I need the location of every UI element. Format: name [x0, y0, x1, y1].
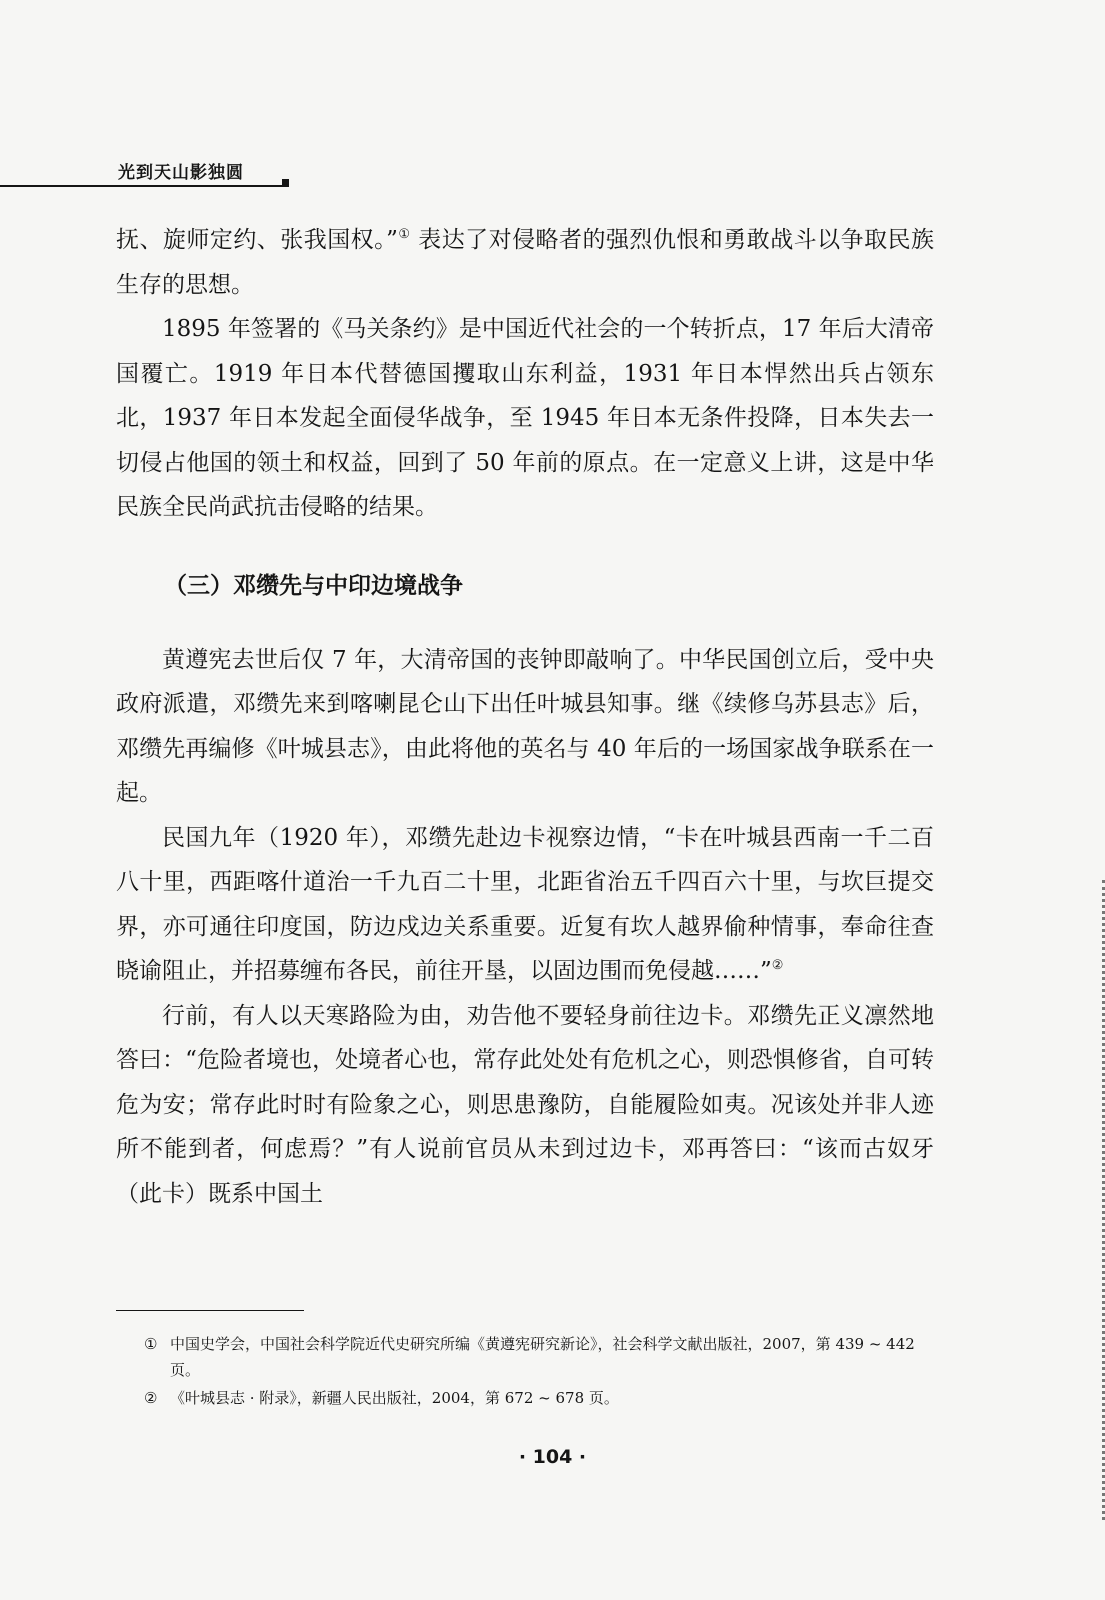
paragraph-1-continued: 抚、旋师定约、张我国权。”① 表达了对侵略者的强烈仇恨和勇敢战斗以争取民族生存的思想。 [116, 227, 935, 298]
section-heading: （三）邓缵先与中印边境战争 [164, 572, 463, 599]
footnote-ref-1: ① [397, 227, 411, 242]
scan-edge-artifact [1094, 880, 1105, 1520]
running-head [0, 158, 300, 188]
running-head-rule [0, 185, 284, 187]
paragraph-2: 1895 年签署的《马关条约》是中国近代社会的一个转折点，17 年后大清帝国覆亡。1919 年日本代替德国攫取山东利益，1931 年日本悍然出兵占领东北，1937 年日本发起全面侵华战争，至 1945 年日本无条件投降，日本失去一切侵占他国的领土和权益，回到了 50 年前的原点。在一定意义上讲，这是中华民族全民尚武抗击侵略的结果。 [116, 316, 934, 520]
paragraph-4: 民国九年（1920 年），邓缵先赴边卡视察边情，“卡在叶城县西南一千二百八十里，西距喀什道治一千九百二十里，北距省治五千四百六十里，与坎巨提交界，亦可通往印度国，防边戍边关系重要。近复有坎人越界偷种情事，奉命往查晓谕阻止，并招募缠布各民，前往开垦，以固边围而免侵越……”② [116, 824, 934, 984]
footnote-number: ② [144, 1389, 158, 1407]
paragraph-3: 黄遵宪去世后仅 7 年，大清帝国的丧钟即敲响了。中华民国创立后，受中央政府派遣，邓缵先来到喀喇昆仑山下出任叶城县知事。继《续修乌苏县志》后，邓缵先再编修《叶城县志》，由此将他的英名与 40 年后的一场国家战争联系在一起。 [116, 646, 934, 806]
footnote-ref-2: ② [771, 958, 784, 973]
main-text [116, 218, 934, 1216]
footnote-1 [116, 1331, 934, 1383]
paragraph-5: 行前，有人以天寒路险为由，劝告他不要轻身前往边卡。邓缵先正义凛然地答曰：“危险者境也，处境者心也，常存此处处有危机之心，则恐惧修省，自可转危为安；常存此时时有险象之心，则思患豫防，自能履险如夷。况该处并非人迹所不能到者，何虑焉？”有人说前官员从未到过边卡，邓再答曰：“该而古奴牙（此卡）既系中国土 [116, 1002, 934, 1207]
footnote-separator [116, 1310, 304, 1311]
footnote-number: ① [144, 1335, 158, 1353]
footnote-text: 中国史学会，中国社会科学院近代史研究所编《黄遵宪研究新论》，社会科学文献出版社，2007，第 439 ~ 442 页。 [170, 1335, 915, 1379]
footnotes [116, 1331, 934, 1413]
page-number: · 104 · [518, 1446, 587, 1468]
footnote-text: 《叶城县志 · 附录》，新疆人民出版社，2004，第 672 ~ 678 页。 [170, 1389, 619, 1407]
running-head-square-mark [282, 179, 289, 187]
footnote-2 [116, 1385, 934, 1411]
running-head-title: 光到天山影独圆 [118, 163, 244, 183]
